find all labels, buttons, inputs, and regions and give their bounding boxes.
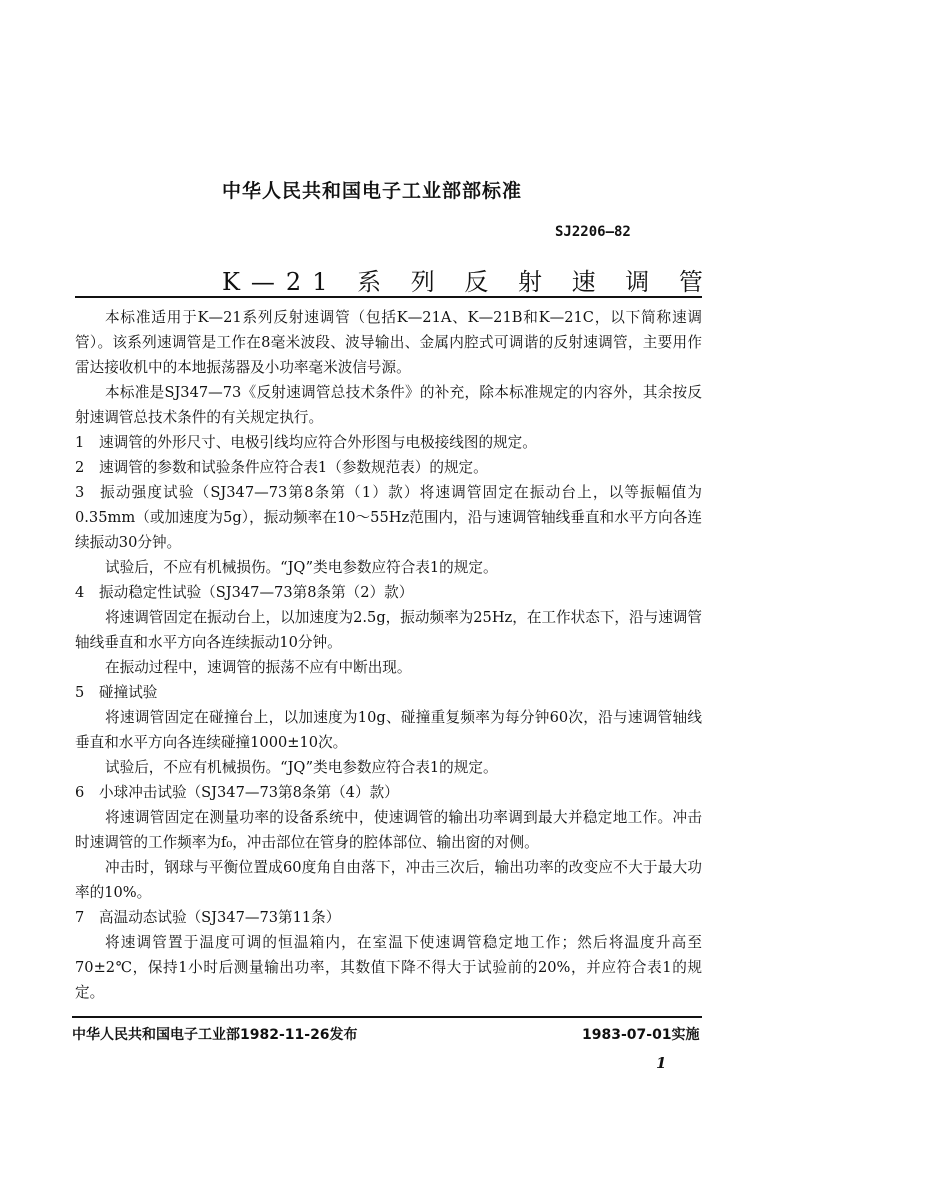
- clause-heading: 高温动态试验（SJ347—73第11条）: [99, 909, 341, 926]
- standard-number: SJ2206—82: [555, 224, 631, 240]
- clause-paragraph: 冲击时，钢球与平衡位置成60度角自由落下，冲击三次后，输出功率的改变应不大于最大功率的10%。: [75, 859, 702, 901]
- clause-3: [75, 480, 702, 555]
- clause-6: [75, 780, 702, 805]
- clause-number: 6: [75, 784, 85, 801]
- clause-2: [75, 455, 702, 480]
- clause-4: [75, 580, 702, 605]
- clause-number: 5: [75, 684, 85, 701]
- document-title: K—21 系 列 反 射 速 调 管: [222, 268, 714, 296]
- issuing-organization-title: 中华人民共和国电子工业部部标准: [222, 180, 523, 202]
- clause-number: 2: [75, 459, 85, 476]
- clause-number: 3: [75, 484, 85, 501]
- clause-number: 1: [75, 434, 85, 451]
- clause-paragraph: 将速调管置于温度可调的恒温箱内，在室温下使速调管稳定地工作；然后将温度升高至70±2℃，保持1小时后测量输出功率，其数值下降不得大于试验前的20%，并应符合表1的规定。: [75, 934, 702, 1001]
- clause-5: [75, 680, 702, 705]
- clause-paragraph: 将速调管固定在碰撞台上，以加速度为10g、碰撞重复频率为每分钟60次，沿与速调管轴线垂直和水平方向各连续碰撞1000±10次。: [75, 709, 702, 751]
- clause-paragraph: 在振动过程中，速调管的振荡不应有中断出现。: [105, 659, 412, 676]
- clause-heading: 小球冲击试验（SJ347—73第8条第（4）款）: [99, 784, 399, 801]
- intro-paragraph: 本标准适用于K—21系列反射速调管（包括K—21A、K—21B和K—21C，以下简称速调管）。该系列速调管是工作在8毫米波段、波导输出、金属内腔式可调谐的反射速调管，主要用作雷达接收机中的本地振荡器及小功率毫米波信号源。: [75, 309, 702, 376]
- clause-1: [75, 430, 702, 455]
- body-text: [75, 305, 702, 1005]
- clause-heading: 碰撞试验: [99, 684, 158, 701]
- clause-text: 速调管的参数和试验条件应符合表1（参数规范表）的规定。: [99, 459, 488, 476]
- title-divider: [75, 296, 702, 298]
- clause-paragraph: 试验后，不应有机械损伤。“JQ”类电参数应符合表1的规定。: [105, 559, 498, 576]
- footer-divider: [72, 1016, 702, 1018]
- intro-paragraph: 本标准是SJ347—73《反射速调管总技术条件》的补充，除本标准规定的内容外，其余按反射速调管总技术条件的有关规定执行。: [75, 384, 702, 426]
- clause-heading: 振动稳定性试验（SJ347—73第8条第（2）款）: [99, 584, 414, 601]
- clause-paragraph: 将速调管固定在振动台上，以加速度为2.5g，振动频率为25Hz，在工作状态下，沿与速调管轴线垂直和水平方向各连续振动10分钟。: [75, 609, 702, 651]
- clause-text: 振动强度试验（SJ347—73第8条第（1）款）将速调管固定在振动台上，以等振幅值为0.35mm（或加速度为5g），振动频率在10～55Hz范围内，沿与速调管轴线垂直和水平方向各连续振动30分钟。: [75, 484, 702, 551]
- issue-date: 中华人民共和国电子工业部1982-11-26发布: [72, 1027, 358, 1043]
- clause-text: 速调管的外形尺寸、电极引线均应符合外形图与电极接线图的规定。: [99, 434, 537, 451]
- clause-paragraph: 将速调管固定在测量功率的设备系统中，使速调管的输出功率调到最大并稳定地工作。冲击时速调管的工作频率为f₀，冲击部位在管身的腔体部位、输出窗的对侧。: [75, 809, 702, 851]
- page-number: 1: [656, 1054, 667, 1072]
- implementation-date: 1983-07-01实施: [582, 1027, 700, 1043]
- clause-paragraph: 试验后，不应有机械损伤。“JQ”类电参数应符合表1的规定。: [105, 759, 498, 776]
- clause-number: 4: [75, 584, 85, 601]
- clause-number: 7: [75, 909, 85, 926]
- clause-7: [75, 905, 702, 930]
